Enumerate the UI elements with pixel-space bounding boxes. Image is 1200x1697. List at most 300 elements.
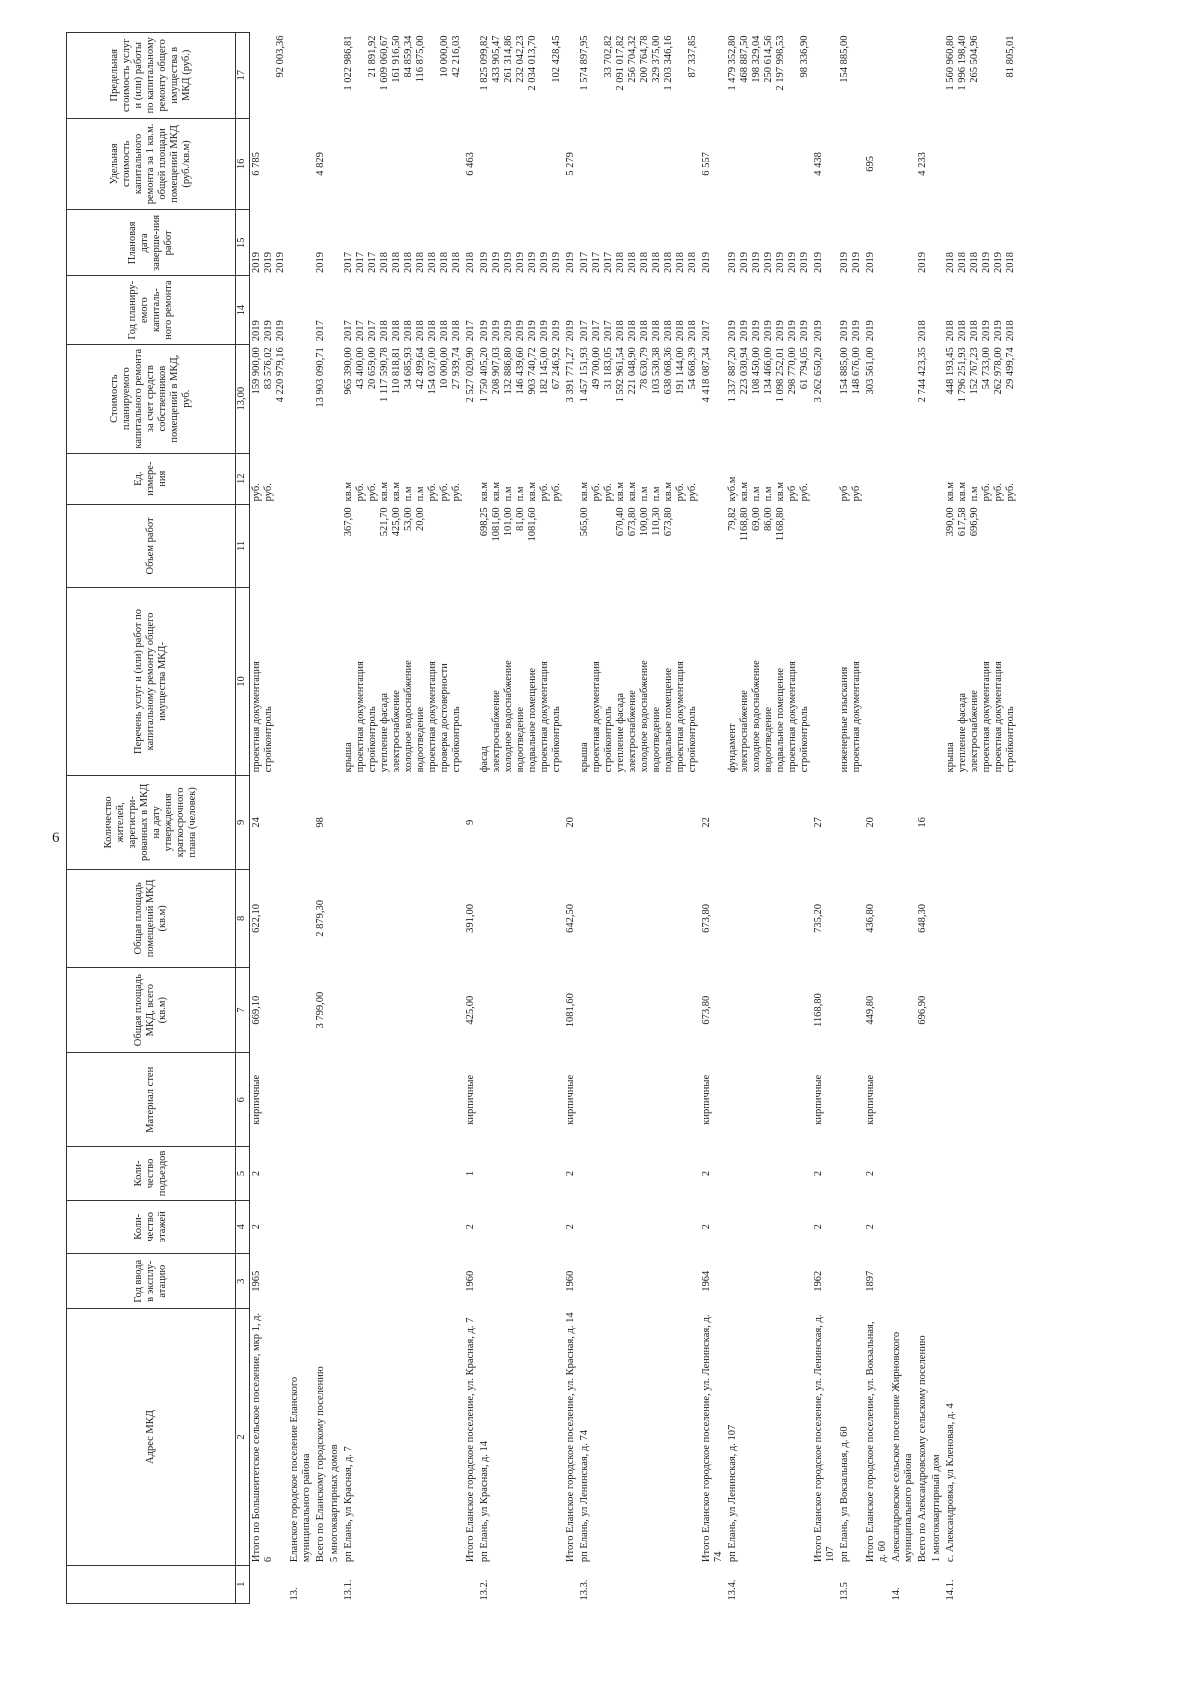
entrances-cell <box>944 1147 1018 1200</box>
cell-line: 2019 <box>839 251 850 273</box>
completion-date-cell <box>726 210 812 276</box>
floors-cell: 2 <box>865 1224 876 1230</box>
table-row <box>314 33 328 1604</box>
cell-line: крыша <box>945 742 956 773</box>
row-number: 13. <box>289 1587 300 1601</box>
cell-line <box>315 456 327 501</box>
table-row <box>930 33 944 1604</box>
cell-line: 2018 <box>675 320 686 342</box>
col-header: Объем работ <box>67 504 236 587</box>
wall-material-cell <box>930 1053 944 1147</box>
work-volume-cell <box>342 504 464 587</box>
residents-cell: 22 <box>701 817 712 828</box>
address-cell: Итого Еланское городское поселение, ул. Ленинская, д. 107 <box>813 1314 836 1563</box>
residents-cell <box>288 775 314 869</box>
planned-cost-cell <box>578 344 700 453</box>
work-volume-cell <box>578 504 700 587</box>
work-list-cell <box>288 588 314 776</box>
cell-line: водоотведение <box>415 706 426 773</box>
work-list-cell <box>812 588 838 776</box>
cell-line: 67 246,92 <box>551 347 562 390</box>
row-number: 13.2. <box>479 1579 490 1601</box>
cell-line: проектная документация <box>251 661 262 773</box>
total-area-cell: 3 799,00 <box>315 991 326 1029</box>
wall-material-cell: кирпичные <box>701 1074 712 1125</box>
cell-line: 1 750 405,20 <box>479 347 490 403</box>
row-number: 13.4. <box>727 1579 738 1601</box>
cell-line: кв.м <box>491 481 502 502</box>
cell-line: 2019 <box>503 251 514 273</box>
row-number <box>564 1565 578 1603</box>
col-header: Общая площадь МКД, всего (кв.м) <box>67 967 236 1052</box>
address-cell: рп Елань, ул Ленинская, д. 74 <box>579 1429 590 1563</box>
cell-line: подвальное помещение <box>663 667 674 773</box>
cell-line <box>799 507 811 584</box>
cell-line: 98 336,90 <box>799 35 810 78</box>
planned-year-cell <box>916 276 930 344</box>
cell-line: 53,00 <box>403 507 414 531</box>
col-header: Предельная стоимость услуг и (или) работы по капитальному ремонту общего имущества в МКД (руб.) <box>67 33 236 119</box>
cell-line <box>787 507 799 584</box>
cell-line: 2017 <box>603 320 614 342</box>
planned-year-cell <box>944 276 1018 344</box>
col-header: Год ввода в эксплу-атацию <box>67 1253 236 1308</box>
residents-cell <box>342 775 464 869</box>
wall-material-cell <box>478 1053 564 1147</box>
cell-line <box>263 507 275 584</box>
cell-line: руб <box>787 485 798 502</box>
cell-line: кв.м <box>527 481 538 502</box>
cell-line <box>891 347 903 450</box>
cell-line: проектная документация <box>981 661 992 773</box>
specific-cost-cell <box>478 118 564 210</box>
cell-line <box>917 591 929 773</box>
cell-line: 698,25 <box>479 507 490 537</box>
cell-line <box>315 591 327 773</box>
cell-line: руб. <box>551 483 562 502</box>
col-number: 15 <box>236 210 250 276</box>
limit-cost-cell <box>838 33 864 119</box>
completion-date-cell <box>464 210 478 276</box>
cell-line: кв.м <box>579 481 590 502</box>
cell-line: электроснабжение <box>627 690 638 773</box>
work-volume-cell <box>478 504 564 587</box>
row-number <box>250 1565 289 1603</box>
specific-cost-cell: 4 829 <box>315 152 326 176</box>
planned-cost-cell <box>726 344 812 453</box>
cell-line: 673,80 <box>663 507 674 537</box>
table-row <box>916 33 930 1604</box>
cell-line: кв.м <box>391 481 402 502</box>
cell-line <box>289 456 301 501</box>
cell-line: руб. <box>1005 483 1016 502</box>
cell-line: куб.м <box>727 476 738 502</box>
table-row <box>464 33 478 1604</box>
floors-cell: 2 <box>465 1224 476 1230</box>
cell-line: 2018 <box>415 320 426 342</box>
specific-cost-cell <box>944 118 1018 210</box>
limit-cost-cell <box>288 33 314 119</box>
premises-area-cell <box>890 869 916 967</box>
cell-line: руб. <box>451 483 462 502</box>
row-number: 13.3. <box>579 1579 590 1601</box>
residents-cell: 98 <box>315 817 326 828</box>
completion-date-cell <box>944 210 1018 276</box>
year-built-cell: 1964 <box>701 1270 712 1292</box>
cell-line: 78 630,79 <box>639 347 650 390</box>
wall-material-cell <box>890 1053 916 1147</box>
limit-cost-cell <box>342 33 464 119</box>
cell-line: проектная документация <box>851 661 862 773</box>
table-body <box>250 33 1019 1604</box>
cell-line <box>539 36 551 116</box>
address-cell: Всего по Еланскому городскому поселению <box>315 1366 326 1563</box>
total-area-cell: 1168,80 <box>813 993 824 1028</box>
cell-line: 221 048,90 <box>627 347 638 395</box>
cell-line: 10 000,00 <box>439 35 450 78</box>
work-volume-cell <box>944 504 1018 587</box>
entrances-cell <box>578 1147 700 1200</box>
cell-line: стройконтроль <box>603 706 614 773</box>
cell-line <box>931 456 943 501</box>
cell-line: 198 329,04 <box>751 35 762 83</box>
cell-line: 108 450,00 <box>751 347 762 395</box>
cell-line: 1 796 251,93 <box>957 347 968 403</box>
completion-date-cell <box>700 210 726 276</box>
completion-date-cell <box>864 210 890 276</box>
residents-cell: 20 <box>865 817 876 828</box>
cell-line: 390,00 <box>945 507 956 537</box>
year-built-cell: 1960 <box>565 1270 576 1292</box>
specific-cost-cell <box>930 118 944 210</box>
cell-line <box>565 36 577 116</box>
address-cell: рп Елань, ул Красная, д. 7 <box>343 1446 354 1563</box>
cell-line: 81 805,01 <box>1005 35 1016 78</box>
cell-line <box>813 507 825 584</box>
cell-line <box>289 279 301 341</box>
cell-line: 433 905,47 <box>491 35 502 83</box>
cell-line <box>565 507 577 584</box>
col-number: 1 <box>236 1565 250 1603</box>
completion-date-cell <box>342 210 464 276</box>
cell-line: 42 499,64 <box>415 347 426 390</box>
cell-line: проектная документация <box>787 661 798 773</box>
cell-line: электроснабжение <box>491 690 502 773</box>
cell-line: 2019 <box>993 251 1004 273</box>
cell-line: стройконтроль <box>799 706 810 773</box>
cell-line: 2018 <box>451 320 462 342</box>
residents-cell <box>578 775 700 869</box>
rotated-table-container <box>66 32 1174 1604</box>
unit-cell <box>916 453 930 504</box>
residents-cell <box>726 775 812 869</box>
row-number <box>700 1565 726 1603</box>
work-list-cell <box>930 588 944 776</box>
unit-cell <box>726 453 812 504</box>
cell-line: 2019 <box>775 251 786 273</box>
completion-date-cell <box>578 210 700 276</box>
planned-year-cell <box>700 276 726 344</box>
floors-cell: 2 <box>813 1224 824 1230</box>
cell-line <box>865 591 877 773</box>
cell-line: 2019 <box>739 320 750 342</box>
premises-area-cell: 622,10 <box>251 903 262 933</box>
cell-line: 2017 <box>591 320 602 342</box>
total-area-cell <box>726 967 812 1052</box>
cell-line: 27 939,74 <box>451 347 462 390</box>
cell-line: стройконтроль <box>1005 706 1016 773</box>
col-header: Коли-чество этажей <box>67 1200 236 1253</box>
cell-line <box>1005 507 1017 584</box>
planned-cost-cell <box>812 344 838 453</box>
cell-line: 903 740,72 <box>527 347 538 395</box>
total-area-cell: 1081,60 <box>565 993 576 1028</box>
cell-line: кв.м <box>479 481 490 502</box>
entrances-cell <box>478 1147 564 1200</box>
cell-line: 159 900,00 <box>251 347 262 395</box>
premises-area-cell <box>726 869 812 967</box>
floors-cell <box>916 1200 930 1253</box>
planned-year-cell <box>478 276 564 344</box>
cell-line: 1 457 151,93 <box>579 347 590 403</box>
work-list-cell <box>838 588 864 776</box>
limit-cost-cell <box>478 33 564 119</box>
completion-date-cell <box>916 210 930 276</box>
planned-year-cell <box>564 276 578 344</box>
entrances-cell <box>314 1147 328 1200</box>
total-area-cell <box>328 967 342 1052</box>
table-row <box>812 33 838 1604</box>
work-volume-cell <box>890 504 916 587</box>
cell-line: 43 400,00 <box>355 347 366 390</box>
cell-line: руб. <box>591 483 602 502</box>
planned-year-cell <box>464 276 478 344</box>
floors-cell <box>838 1200 864 1253</box>
specific-cost-cell: 695 <box>865 156 876 172</box>
cell-line: руб. <box>687 483 698 502</box>
col-header: Год планиру-емого капиталь-ного ремонта <box>67 276 236 344</box>
col-header: Общая площадь помещений МКД (кв.м) <box>67 869 236 967</box>
cell-line: руб. <box>799 483 810 502</box>
total-area-cell <box>838 967 864 1052</box>
unit-cell <box>930 453 944 504</box>
cell-line: 29 499,74 <box>1005 347 1016 390</box>
cell-line: 110 818,81 <box>391 347 402 395</box>
cell-line: 102 428,45 <box>551 35 562 83</box>
cell-line <box>465 507 477 584</box>
cell-line: 100,00 <box>639 507 650 537</box>
cell-line <box>839 507 851 584</box>
cell-line: 617,58 <box>957 507 968 537</box>
total-area-cell <box>890 967 916 1052</box>
wall-material-cell <box>288 1053 314 1147</box>
address-cell: 5 многоквартирных домов <box>329 1444 340 1563</box>
premises-area-cell: 673,80 <box>701 903 712 933</box>
cell-line: 61 794,05 <box>799 347 810 390</box>
unit-cell <box>838 453 864 504</box>
entrances-cell: 2 <box>813 1170 824 1177</box>
cell-line: подвальное помещение <box>527 667 538 773</box>
cell-line: 86,00 <box>763 507 774 531</box>
address-cell: Итого Еланское городское поселение, ул. Красная, д. 14 <box>565 1312 576 1563</box>
address-cell: Итого Еланское городское поселение, ул. Красная, д. 7 <box>465 1317 476 1563</box>
cell-line <box>865 507 877 584</box>
planned-cost-cell <box>930 344 944 453</box>
work-volume-cell <box>916 504 930 587</box>
cell-line: 329 375,00 <box>651 35 662 83</box>
cell-line: 4 220 979,16 <box>275 347 286 403</box>
cell-line <box>329 507 341 584</box>
completion-date-cell <box>930 210 944 276</box>
work-list-cell <box>464 588 478 776</box>
col-header: Удельная стоимость капитального ремонта за 1 кв.м. общей площади помещений МКД (руб./кв.м) <box>67 118 236 210</box>
table-row <box>342 33 464 1604</box>
specific-cost-cell <box>726 118 812 210</box>
cell-line: 2019 <box>491 251 502 273</box>
planned-cost-cell <box>328 344 342 453</box>
cell-line <box>329 213 341 273</box>
cell-line: 2019 <box>727 251 738 273</box>
cell-line: 20,00 <box>415 507 426 531</box>
cell-line: 2019 <box>865 320 876 342</box>
col-header: Стоимость планируемого капитального ремонта за счет средств собственников помещений в МКД, руб. <box>67 344 236 453</box>
cell-line <box>993 36 1005 116</box>
cell-line: руб. <box>251 483 262 502</box>
cell-line: стройконтроль <box>687 706 698 773</box>
cell-line <box>851 36 863 116</box>
work-list-cell <box>726 588 812 776</box>
cell-line: 2017 <box>367 251 378 273</box>
cell-line: 965 390,00 <box>343 347 354 395</box>
cell-line: руб. <box>427 483 438 502</box>
cell-line: кв.м <box>775 481 786 502</box>
cell-line: кв.м <box>343 481 354 502</box>
cell-line: 673,80 <box>627 507 638 537</box>
wall-material-cell <box>328 1053 342 1147</box>
planned-cost-cell <box>478 344 564 453</box>
entrances-cell <box>342 1147 464 1200</box>
cell-line: утепление фасада <box>957 692 968 773</box>
cell-line <box>891 591 903 773</box>
cell-line: 2017 <box>315 320 326 342</box>
cell-line <box>917 456 929 501</box>
cell-line: 1 098 252,01 <box>775 347 786 403</box>
entrances-cell <box>328 1147 342 1200</box>
cell-line: 367,00 <box>343 507 354 537</box>
cell-line: 2 091 017,82 <box>615 35 626 91</box>
wall-material-cell <box>944 1053 1018 1147</box>
floors-cell: 2 <box>251 1224 262 1230</box>
unit-cell <box>812 453 838 504</box>
planned-cost-cell <box>890 344 916 453</box>
cell-line <box>427 36 439 116</box>
cell-line: 83 576,02 <box>263 347 274 390</box>
header-row <box>67 33 236 1604</box>
cell-line: 468 887,50 <box>739 35 750 83</box>
col-number: 7 <box>236 967 250 1052</box>
cell-line: кв.м <box>739 481 750 502</box>
cell-line: п.м <box>639 486 650 502</box>
col-header: Плановая дата заверше-ния работ <box>67 210 236 276</box>
cell-line: 2018 <box>403 251 414 273</box>
cell-line: 2018 <box>379 320 390 342</box>
work-volume-cell <box>314 504 328 587</box>
cell-line: стройконтроль <box>451 706 462 773</box>
row-number: 14. <box>891 1587 902 1601</box>
cell-line: 1 592 961,54 <box>615 347 626 403</box>
year-built-cell <box>890 1253 916 1308</box>
unit-cell <box>288 453 314 504</box>
entrances-cell: 1 <box>465 1170 476 1177</box>
cell-line: проектная документация <box>427 661 438 773</box>
cell-line: 161 916,50 <box>391 35 402 83</box>
cell-line: 2019 <box>799 320 810 342</box>
cell-line: 84 859,34 <box>403 35 414 78</box>
cell-line: 298 770,00 <box>787 347 798 395</box>
total-area-cell: 669,10 <box>251 995 262 1025</box>
cell-line: 2017 <box>603 251 614 273</box>
work-list-cell <box>578 588 700 776</box>
cell-line <box>687 507 699 584</box>
cell-line: 154 885,00 <box>839 35 850 83</box>
wall-material-cell <box>916 1053 930 1147</box>
entrances-cell <box>288 1147 314 1200</box>
cell-line: 2019 <box>515 251 526 273</box>
cell-line: 2019 <box>813 251 824 273</box>
cell-line: 54 668,39 <box>687 347 698 390</box>
cell-line: 2019 <box>539 320 550 342</box>
limit-cost-cell <box>864 33 890 119</box>
address-cell: Еланское городское поселение Еланского муниципального района <box>289 1376 312 1563</box>
table-row <box>864 33 890 1604</box>
cell-line: 2017 <box>591 251 602 273</box>
planned-cost-cell <box>864 344 890 453</box>
year-built-cell <box>930 1253 944 1308</box>
cell-line <box>917 36 929 116</box>
cell-line: водоотведение <box>763 706 774 773</box>
row-number: 13.1. <box>343 1579 354 1601</box>
residents-cell: 24 <box>251 817 262 828</box>
cell-line: 103 530,38 <box>651 347 662 395</box>
col-number: 3 <box>236 1253 250 1308</box>
cell-line: 2018 <box>663 320 674 342</box>
cell-line: 4 418 087,34 <box>701 347 712 403</box>
cell-line <box>251 507 263 584</box>
cell-line <box>701 507 713 584</box>
total-area-cell: 696,90 <box>917 995 928 1025</box>
premises-area-cell <box>288 869 314 967</box>
specific-cost-cell <box>288 118 314 210</box>
cell-line <box>701 456 713 501</box>
cell-line <box>275 456 287 501</box>
cell-line: 2018 <box>615 320 626 342</box>
cell-line: 2019 <box>251 320 262 342</box>
table-row <box>890 33 916 1604</box>
cell-line: руб <box>851 485 862 502</box>
cell-line: п.м <box>403 486 414 502</box>
limit-cost-cell <box>578 33 700 119</box>
work-list-cell <box>250 588 289 776</box>
residents-cell <box>944 775 1018 869</box>
address-cell: Итого Еланское городское поселение, ул. Ленинская, д. 74 <box>701 1314 724 1563</box>
premises-area-cell: 735,20 <box>813 903 824 933</box>
unit-cell <box>864 453 890 504</box>
wall-material-cell: кирпичные <box>865 1074 876 1125</box>
col-number: 16 <box>236 118 250 210</box>
cell-line: 2019 <box>315 251 326 273</box>
completion-date-cell <box>328 210 342 276</box>
cell-line: 2017 <box>343 320 354 342</box>
